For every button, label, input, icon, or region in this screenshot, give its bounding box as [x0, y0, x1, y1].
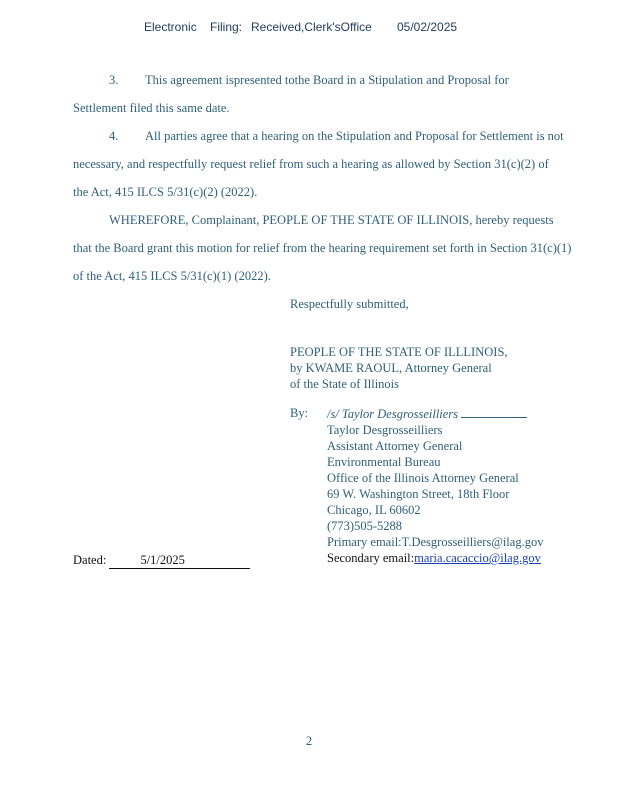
dated-value: 5/1/2025: [109, 553, 250, 569]
closing: Respectfully submitted,: [290, 297, 409, 311]
party-line-2: by KWAME RAOUL, Attorney General: [290, 361, 492, 375]
wherefore-line-3: of the Act, 415 ILCS 5/31(c)(1) (2022).: [73, 269, 271, 283]
paragraph-text: All parties agree that a hearing on the Stipulation and Proposal for Settlement is not: [145, 129, 564, 143]
wherefore-line-1: WHEREFORE, Complainant, PEOPLE OF THE STATE OF ILLINOIS, hereby requests: [109, 213, 554, 227]
secondary-email-label: Secondary email:: [327, 551, 415, 565]
page-number: 2: [305, 734, 313, 748]
primary-email-label: Primary email:: [327, 535, 402, 549]
paragraph-4-line-2: necessary, and respectfully request relief from such a hearing as allowed by Section 31(c)(2) of: [73, 157, 549, 171]
wherefore-line-2: that the Board grant this motion for relief from the hearing requirement set forth in Section 31(c)(1): [73, 241, 572, 255]
secondary-email-link[interactable]: maria.cacaccio@ilag.gov: [414, 551, 541, 565]
header-filing: Filing:: [210, 20, 243, 34]
signer-name: Taylor Desgrosseilliers: [327, 423, 443, 437]
primary-email-value: T.Desgrosseilliers@ilag.gov: [401, 535, 544, 549]
signer-title: Assistant Attorney General: [327, 439, 463, 453]
dated-label: Dated:: [73, 553, 107, 567]
paragraph-number: 4.: [109, 129, 119, 143]
header-electronic: Electronic: [144, 20, 197, 34]
signer-street: 69 W. Washington Street, 18th Floor: [327, 487, 510, 501]
party-line-3: of the State of Illinois: [290, 377, 400, 391]
paragraph-3-line-1: [109, 66, 509, 94]
signer-office: Office of the Illinois Attorney General: [327, 471, 519, 485]
signer-phone: (773)505-5288: [327, 519, 402, 533]
party-line-1: PEOPLE OF THE STATE OF ILLLINOIS,: [290, 345, 508, 359]
header-date: 05/02/2025: [397, 20, 458, 34]
secondary-email: [327, 550, 543, 566]
signer-bureau: Environmental Bureau: [327, 455, 441, 469]
paragraph-4-line-1: [109, 122, 564, 150]
paragraph-number: 3.: [109, 73, 119, 87]
signature-block: [327, 406, 543, 566]
paragraph-text: This agreement ispresented tothe Board in a Stipulation and Proposal for: [145, 73, 509, 87]
paragraph-3-line-2: Settlement filed this same date.: [73, 101, 230, 115]
signature-line: [327, 406, 543, 422]
signer-city: Chicago, IL 60602: [327, 503, 421, 517]
by-label: By:: [290, 406, 309, 420]
party-block: [290, 344, 508, 392]
paragraph-4-line-3: the Act, 415 ILCS 5/31(c)(2) (2022).: [73, 185, 258, 199]
header-received: Received,Clerk'sOffice: [251, 20, 372, 34]
signature-underline: [461, 406, 527, 418]
primary-email: [327, 534, 543, 550]
dated-line: [73, 553, 250, 569]
electronic-signature: /s/ Taylor Desgrosseilliers: [327, 407, 459, 421]
